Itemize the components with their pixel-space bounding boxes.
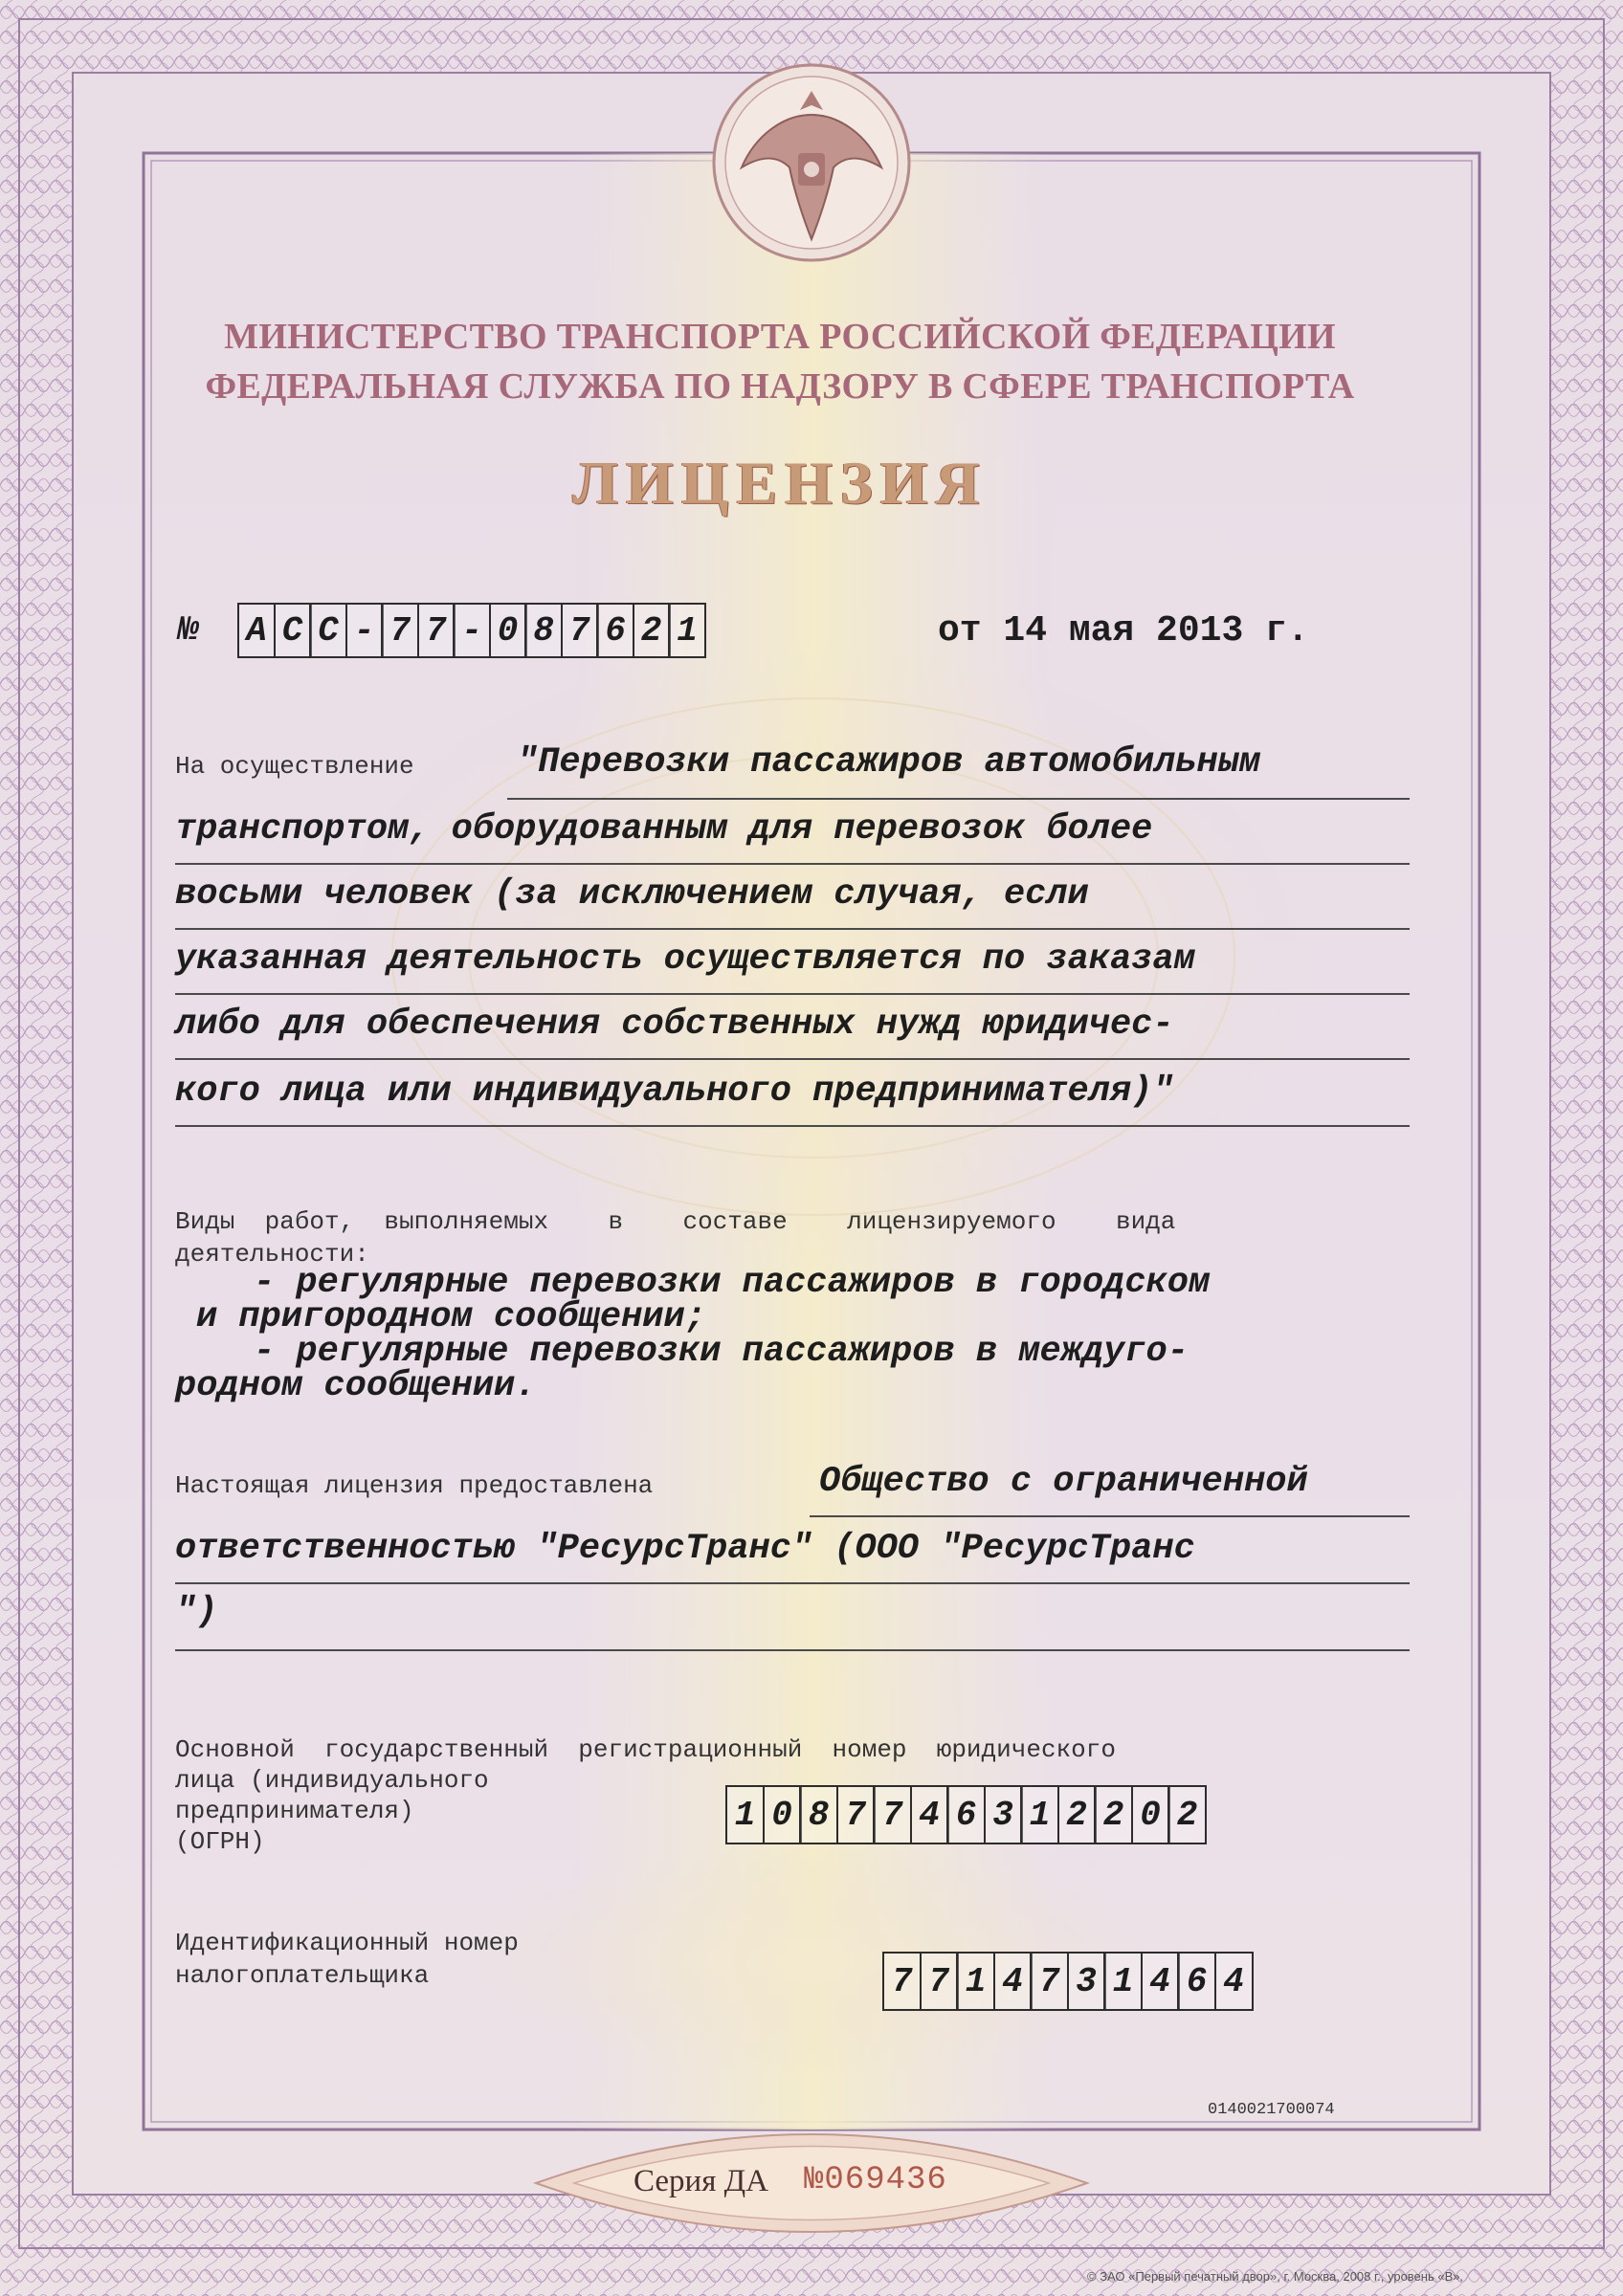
license-number-cell: 8 — [524, 603, 563, 658]
license-number-cell: А — [237, 603, 276, 658]
activity-label: На осуществление — [175, 752, 414, 781]
series-number: №069436 — [804, 2162, 947, 2198]
holder-underline-2 — [175, 1582, 1410, 1584]
ogrn-label-line-4: (ОГРН) — [175, 1827, 265, 1856]
inn-digit-cell: 6 — [1177, 1952, 1216, 2011]
inn-number-boxes — [882, 1952, 1251, 2011]
activity-underline-5 — [175, 1058, 1410, 1060]
ministry-title: МИНИСТЕРСТВО ТРАНСПОРТА РОССИЙСКОЙ ФЕДЕРАЦИИ — [224, 317, 1336, 357]
inn-digit-cell: 1 — [1103, 1952, 1143, 2011]
inn-label-line-2: налогоплательщика — [175, 1961, 430, 1990]
license-number-cell: С — [309, 603, 347, 658]
license-number-cell: 7 — [381, 603, 419, 658]
activity-line-1: "Перевозки пассажиров автомобильным — [517, 742, 1261, 783]
works-line-2: и пригородном сообщении; — [196, 1297, 706, 1337]
holder-line-1: Общество с ограниченной — [819, 1462, 1308, 1502]
license-number-cell: 1 — [668, 603, 706, 658]
ogrn-digit-cell: 7 — [836, 1785, 876, 1844]
license-number-cell: - — [453, 603, 491, 658]
holder-underline-1 — [810, 1515, 1410, 1517]
series-label: Серия ДА — [634, 2164, 768, 2198]
ogrn-digit-cell: 0 — [763, 1785, 802, 1844]
works-label-line-2: деятельности: — [175, 1240, 369, 1269]
activity-underline-3 — [175, 928, 1410, 930]
ogrn-digit-cell: 1 — [725, 1785, 765, 1844]
activity-line-2: транспортом, оборудованным для перевозок более — [175, 809, 1153, 850]
activity-line-3: восьми человек (за исключением случая, если — [175, 874, 1089, 915]
activity-line-6: кого лица или индивидуального предпринимателя)" — [175, 1071, 1174, 1112]
works-label-line-1: Виды работ, выполняемых в составе лицензируемого вида — [175, 1207, 1176, 1236]
ogrn-digit-cell: 1 — [1020, 1785, 1059, 1844]
ogrn-digit-cell: 7 — [873, 1785, 912, 1844]
activity-line-5: либо для обеспечения собственных нужд юридичес- — [175, 1004, 1174, 1045]
ogrn-digit-cell: 2 — [1167, 1785, 1207, 1844]
license-number-cell: 6 — [596, 603, 634, 658]
inn-digit-cell: 1 — [956, 1952, 995, 2011]
inn-digit-cell: 3 — [1067, 1952, 1106, 2011]
activity-underline-1 — [507, 798, 1410, 800]
license-number-cell: 0 — [489, 603, 527, 658]
works-line-4: родном сообщении. — [175, 1366, 537, 1406]
activity-underline-2 — [175, 863, 1410, 865]
holder-line-3: ") — [175, 1592, 218, 1632]
license-number-cell: 7 — [561, 603, 599, 658]
activity-line-4: указанная деятельность осуществляется по заказам — [175, 939, 1195, 980]
license-number-cell: 2 — [633, 603, 671, 658]
inn-digit-cell: 7 — [1030, 1952, 1069, 2011]
works-line-1: - регулярные перевозки пассажиров в городском — [254, 1263, 1211, 1303]
document-title: ЛИЦЕНЗИЯ — [572, 449, 988, 517]
inn-digit-cell: 4 — [993, 1952, 1033, 2011]
license-date: от 14 мая 2013 г. — [938, 610, 1309, 651]
ogrn-digit-cell: 8 — [799, 1785, 838, 1844]
ogrn-label-line-3: предпринимателя) — [175, 1797, 414, 1825]
ogrn-digit-cell: 2 — [1094, 1785, 1133, 1844]
license-number-boxes — [237, 603, 704, 658]
printer-imprint: © ЗАО «Первый печатный двор», г. Москва, 2008 г., уровень «В». — [1087, 2269, 1464, 2284]
ogrn-digit-cell: 0 — [1131, 1785, 1170, 1844]
works-line-3: - регулярные перевозки пассажиров в междуго- — [254, 1332, 1189, 1372]
inn-digit-cell: 4 — [1214, 1952, 1254, 2011]
ogrn-digit-cell: 2 — [1057, 1785, 1097, 1844]
license-number-cell: С — [274, 603, 312, 658]
holder-underline-3 — [175, 1649, 1410, 1651]
license-number-cell: 7 — [417, 603, 456, 658]
service-title: ФЕДЕРАЛЬНАЯ СЛУЖБА ПО НАДЗОРУ В СФЕРЕ ТРАНСПОРТА — [205, 366, 1355, 407]
inn-digit-cell: 7 — [920, 1952, 959, 2011]
inn-digit-cell: 4 — [1141, 1952, 1180, 2011]
number-sign: № — [178, 610, 199, 650]
inn-label-line-1: Идентификационный номер — [175, 1929, 519, 1957]
license-number-cell: - — [345, 603, 384, 658]
ogrn-digit-cell: 3 — [984, 1785, 1023, 1844]
ogrn-number-boxes — [725, 1785, 1205, 1844]
ogrn-digit-cell: 6 — [946, 1785, 986, 1844]
inn-digit-cell: 7 — [882, 1952, 922, 2011]
ogrn-digit-cell: 4 — [910, 1785, 949, 1844]
holder-label: Настоящая лицензия предоставлена — [175, 1471, 654, 1500]
activity-underline-4 — [175, 993, 1410, 995]
holder-line-2: ответственностью "РесурсТранс" (ООО "РесурсТранс — [175, 1529, 1195, 1569]
ogrn-label-line-1: Основной государственный регистрационный номер юридического — [175, 1735, 1116, 1764]
activity-underline-6 — [175, 1125, 1410, 1127]
ogrn-label-line-2: лица (индивидуального — [175, 1766, 489, 1795]
form-code: 0140021700074 — [1208, 2101, 1335, 2119]
